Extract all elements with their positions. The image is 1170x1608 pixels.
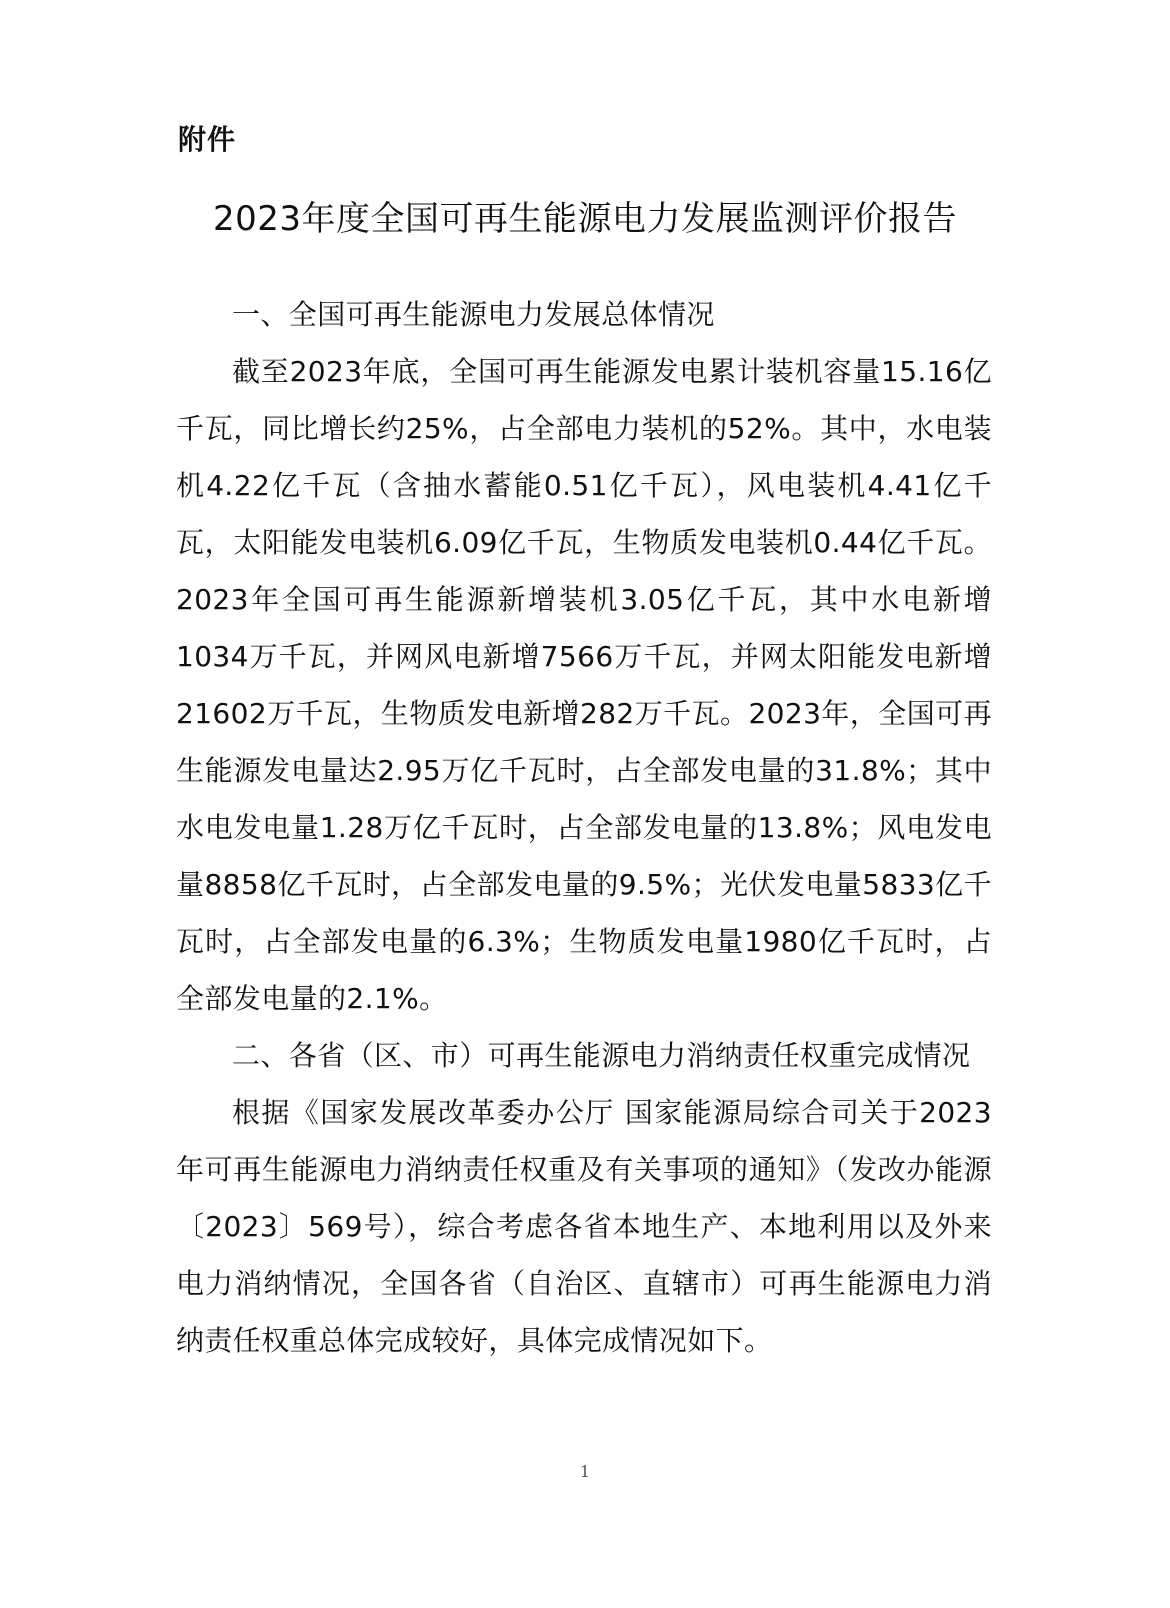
paragraph-overall-status: 截至2023年底，全国可再生能源发电累计装机容量15.16亿千瓦，同比增长约25%，占全部电力装机的52%。其中，水电装机4.22亿千瓦（含抽水蓄能0.51亿千瓦），风电装机4.41亿千瓦，太阳能发电装机6.09亿千瓦，生物质发电装机0.44亿千瓦。2023年全国可再生能源新增装机3.05亿千瓦，其中水电新增1034万千瓦，并网风电新增7566万千瓦，并网太阳能发电新增21602万千瓦，生物质发电新增282万千瓦。2023年，全国可再生能源发电量达2.95万亿千瓦时，占全部发电量的31.8%；其中水电发电量1.28万亿千瓦时，占全部发电量的13.8%；风电发电量8858亿千瓦时，占全部发电量的9.5%；光伏发电量5833亿千瓦时，占全部发电量的6.3%；生物质发电量1980亿千瓦时，占全部发电量的2.1%。 xyxy=(176,355,992,1015)
paragraph-provincial-status: 根据《国家发展改革委办公厅 国家能源局综合司关于2023年可再生能源电力消纳责任权重及有关事项的通知》（发改办能源〔2023〕569号），综合考虑各省本地生产、本地利用以及外来电力消纳情况，全国各省（自治区、直辖市）可再生能源电力消纳责任权重总体完成较好，具体完成情况如下。 xyxy=(176,1096,992,1357)
document-body xyxy=(176,286,992,1369)
section-heading-overall: 一、全国可再生能源电力发展总体情况 xyxy=(232,298,715,331)
document-title: 2023年度全国可再生能源电力发展监测评价报告 xyxy=(212,198,958,239)
section-heading-provincial: 二、各省（区、市）可再生能源电力消纳责任权重完成情况 xyxy=(232,1039,971,1072)
attachment-label: 附件 xyxy=(178,123,237,156)
page-number: 1 xyxy=(579,1462,591,1481)
